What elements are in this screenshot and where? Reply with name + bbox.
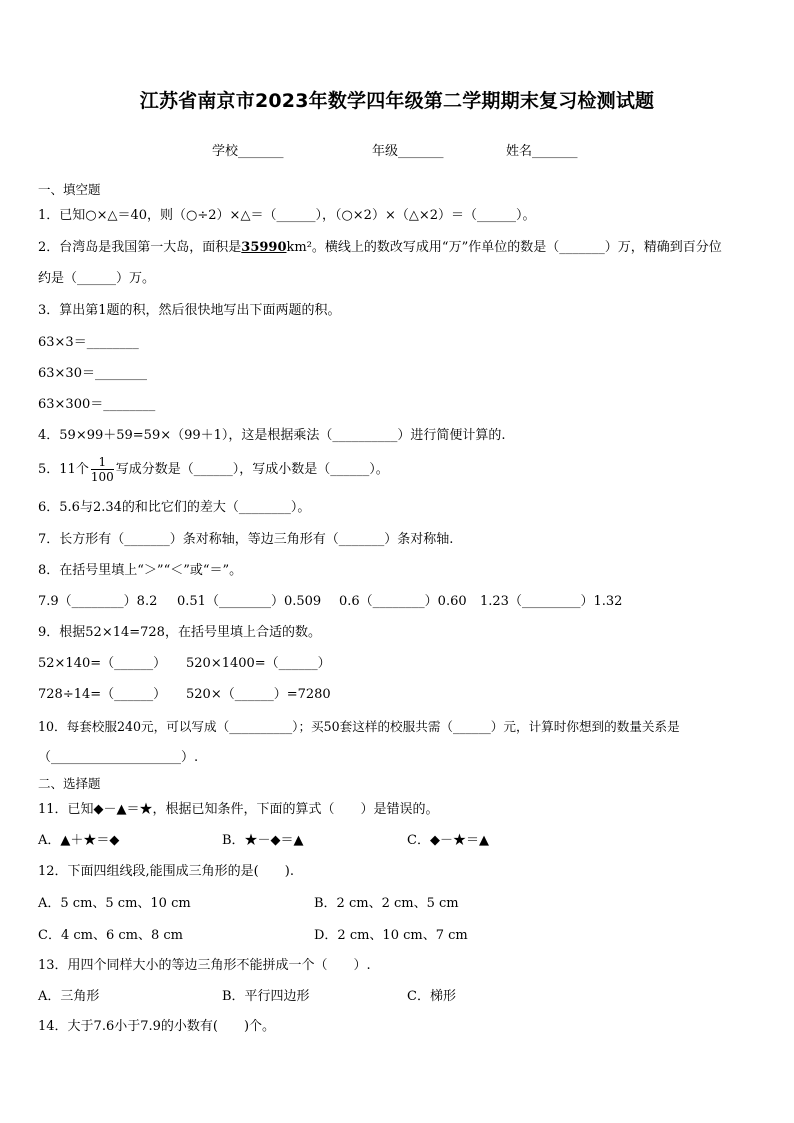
question-12-option-d: D．2 cm、10 cm、7 cm xyxy=(314,928,468,943)
question-5-text-b: 写成分数是（______），写成小数是（______）。 xyxy=(115,462,389,477)
fraction xyxy=(91,455,114,484)
question-5-text-a: 5．11个 xyxy=(38,462,89,477)
question-8-item-4: 1.23（_________）1.32 xyxy=(480,594,623,609)
question-11-option-a: A．▲＋★＝◆ xyxy=(38,833,120,848)
question-3-line-2: 63×30＝________ xyxy=(38,366,147,381)
fraction-denominator: 100 xyxy=(90,470,114,484)
question-8-item-3: 0.6（________）0.60 xyxy=(339,594,467,609)
page-title: 江苏省南京市2023年数学四年级第二学期期末复习检测试题 xyxy=(139,90,655,112)
question-9-item-4: 520×（______）=7280 xyxy=(186,687,331,702)
question-8-item-2: 0.51（________）0.509 xyxy=(177,594,322,609)
question-2-text-b: km²。横线上的数改写成用“万”作单位的数是（_______）万，精确到百分位 xyxy=(286,240,722,255)
school-field: 学校_______ xyxy=(212,144,284,159)
question-1: 1．已知○×△＝40，则（○÷2）×△＝（______），（○×2）×（△×2）＝（______）。 xyxy=(38,208,536,223)
question-11-option-c: C．◆－★＝▲ xyxy=(407,833,489,848)
section-heading-fill-in: 一、填空题 xyxy=(38,182,101,197)
question-12-option-b: B．2 cm、2 cm、5 cm xyxy=(314,896,459,911)
question-9-item-3: 728÷14=（______） xyxy=(38,687,167,702)
question-8: 8．在括号里填上“＞”“＜”或“＝”。 xyxy=(38,563,243,578)
question-3-line-1: 63×3＝________ xyxy=(38,335,139,350)
question-13-option-c: C．梯形 xyxy=(407,989,456,1004)
question-2-area-number: 35990 xyxy=(241,240,287,255)
question-3-line-3: 63×300＝________ xyxy=(38,397,156,412)
fraction-numerator: 1 xyxy=(91,455,114,470)
question-12-option-c: C．4 cm、6 cm、8 cm xyxy=(38,928,183,943)
question-13-option-b: B．平行四边形 xyxy=(222,989,310,1004)
question-13: 13．用四个同样大小的等边三角形不能拼成一个（ ）. xyxy=(38,958,371,973)
question-2-text-a: 2．台湾岛是我国第一大岛，面积是 xyxy=(38,240,242,255)
question-12: 12．下面四组线段,能围成三角形的是( ). xyxy=(38,864,294,879)
question-4: 4．59×99＋59=59×（99＋1），这是根据乘法（__________）进行简便计算的. xyxy=(38,428,506,443)
question-9-item-1: 52×140=（______） xyxy=(38,656,167,671)
grade-field: 年级_______ xyxy=(372,144,444,159)
question-10-continued: （____________________）. xyxy=(38,750,199,765)
question-9-item-2: 520×1400=（______） xyxy=(186,656,331,671)
question-7: 7．长方形有（_______）条对称轴，等边三角形有（_______）条对称轴. xyxy=(38,532,454,547)
question-5 xyxy=(38,455,758,485)
question-3: 3．算出第1题的积，然后很快地写出下面两题的积。 xyxy=(38,303,341,318)
question-14: 14．大于7.6小于7.9的小数有( )个。 xyxy=(38,1019,276,1034)
name-field: 姓名_______ xyxy=(506,144,578,159)
question-2-continued: 约是（______）万。 xyxy=(38,271,156,286)
question-11-option-b: B．★－◆＝▲ xyxy=(222,833,304,848)
section-heading-multiple-choice: 二、选择题 xyxy=(38,776,101,791)
question-12-option-a: A．5 cm、5 cm、10 cm xyxy=(38,896,191,911)
question-11: 11．已知◆－▲＝★，根据已知条件，下面的算式（ ）是错误的。 xyxy=(38,802,439,817)
question-9: 9．根据52×14=728，在括号里填上合适的数。 xyxy=(38,625,321,640)
question-6: 6．5.6与2.34的和比它们的差大（________）。 xyxy=(38,500,311,515)
question-2 xyxy=(38,238,758,258)
question-8-item-1: 7.9（________）8.2 xyxy=(38,594,158,609)
question-13-option-a: A．三角形 xyxy=(38,989,100,1004)
question-10: 10．每套校服240元，可以写成（__________）；买50套这样的校服共需（______）元，计算时你想到的数量关系是 xyxy=(38,719,680,734)
